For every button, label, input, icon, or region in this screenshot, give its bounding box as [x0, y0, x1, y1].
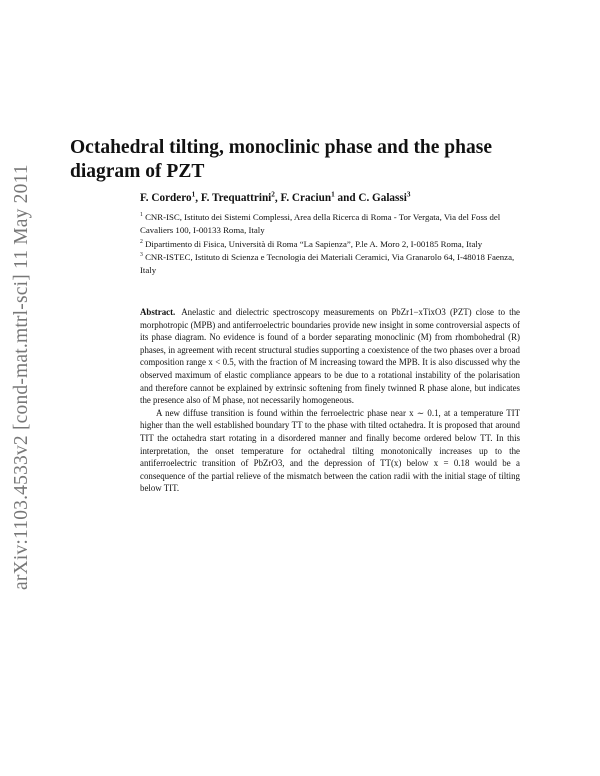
- affiliation-mark: 1: [140, 212, 143, 219]
- affiliation-item: [140, 211, 520, 238]
- affiliation-text: CNR-ISTEC, Istituto di Scienza e Tecnologia dei Materiali Ceramici, Via Granarolo 64, I-48018 Faenza, Italy: [140, 251, 515, 276]
- affiliation-mark: 3: [140, 251, 143, 258]
- author-name: F. Cordero: [140, 192, 192, 204]
- author-name: F. Craciun: [280, 192, 332, 204]
- author-separator: and: [334, 192, 359, 204]
- affiliation-item: [140, 238, 520, 251]
- abstract-label: Abstract.: [140, 307, 176, 317]
- affiliation-mark: 2: [271, 190, 275, 199]
- paper-title: Octahedral tilting, monoclinic phase and the phase diagram of PZT: [70, 137, 492, 182]
- author-name: C. Galassi: [358, 192, 407, 204]
- affiliation-text: CNR-ISC, Istituto dei Sistemi Complessi, Area della Ricerca di Roma - Tor Vergata, Via del Foss del Cavaliers 100, I-00133 Roma, Italy: [140, 212, 501, 236]
- author-separator: ,: [274, 192, 281, 204]
- abstract-paragraph: [140, 306, 520, 407]
- affiliation-mark: 1: [331, 190, 335, 199]
- author-list: [140, 192, 411, 204]
- author-name: F. Trequattrini: [200, 192, 272, 204]
- author-separator: ,: [195, 192, 201, 204]
- arxiv-identifier: arXiv:1103.4533v2 [cond-mat.mtrl-sci] 11 May 2011: [11, 164, 32, 590]
- abstract-text: A new diffuse transition is found within the ferroelectric phase near x ∼ 0.1, at a temperature TIT higher than the well established boundary TT to the phase with tilted octahedra. It is proposed that around TIT the octahedra start rotating in a disordered manner and finally become ordered below TT. In this interpretation, the onset temperature for octahedral tilting monotonically increases up to the antiferroelectric transition of PbZrO3, and the depression of TT(x) below x = 0.18 would be a consequence of the partial relieve of the mismatch between the cation radii with the initial stage of tilting below TIT.: [140, 407, 520, 494]
- affiliation-text: Dipartimento di Fisica, Università di Roma “La Sapienza”, P.le A. Moro 2, I-00185 Roma, Italy: [145, 238, 483, 249]
- affiliation-item: [140, 251, 520, 278]
- affiliation-mark: 1: [191, 190, 196, 199]
- affiliation-mark: 2: [140, 238, 143, 245]
- affiliation-mark: 3: [406, 190, 411, 199]
- abstract-text: Anelastic and dielectric spectroscopy measurements on PbZr1−xTixO3 (PZT) close to the morphotropic (MPB) and antiferroelectric boundaries provide new insight in some controversial aspects of its phase diagram. No evidence is found of a border separating monoclinic (M) from rhombohedral (R) phases, in agreement with recent structural studies supporting a coexistence of the two phases over a broad composition range x < 0.5, with the fraction of M increasing toward the MPB. It is also discussed why the observed maximum of elastic compliance appears to be due to a rotational instability of the polarisation and therefore cannot be explained by extrinsic softening from finely twinned R phase alone, but indicates the presence also of M phase, not necessarily homogeneous.: [140, 307, 520, 406]
- abstract-paragraph: [140, 407, 520, 495]
- abstract: [140, 306, 520, 495]
- affiliation-list: [140, 211, 520, 277]
